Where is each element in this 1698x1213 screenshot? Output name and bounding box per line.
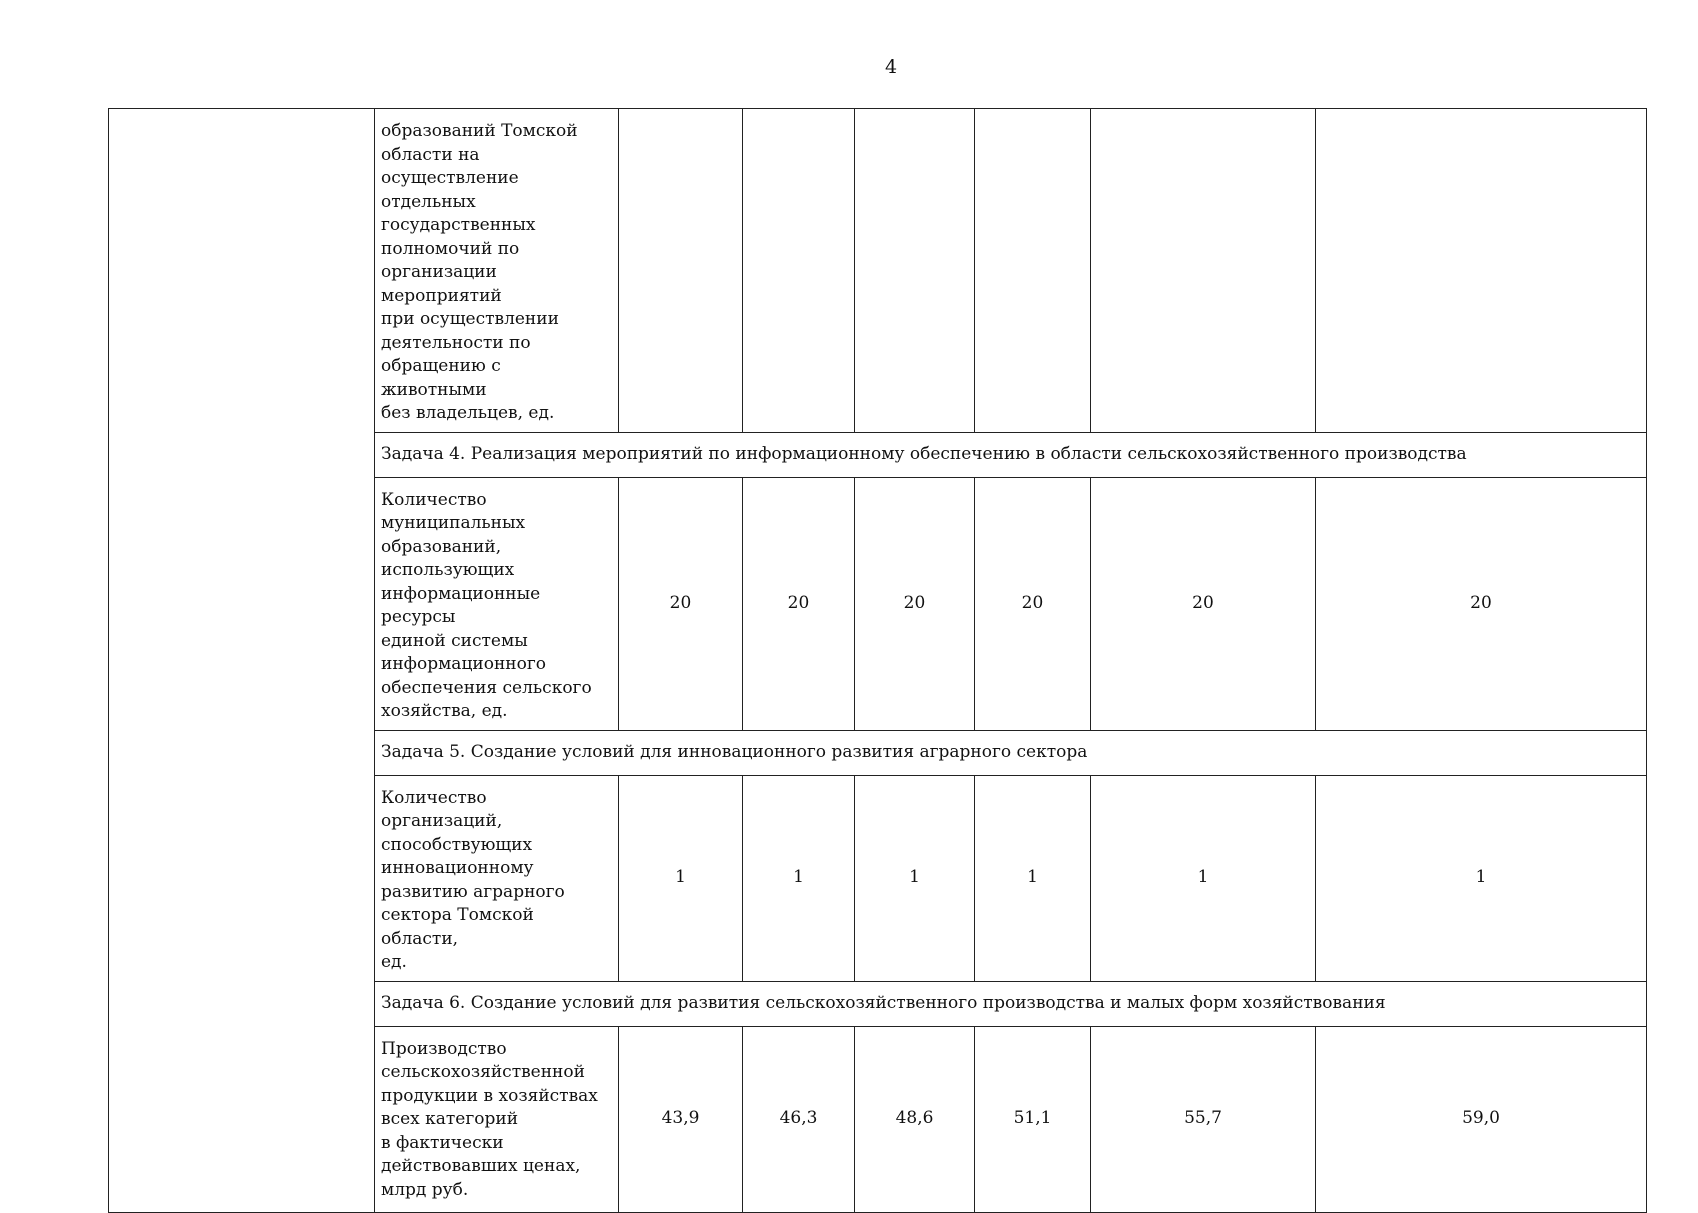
value-cell: 48,6 [855, 1026, 975, 1212]
indicator-cell: Производство сельскохозяйственной продукции в хозяйствах всех категорий в фактически действовавших ценах, млрд руб. [375, 1026, 619, 1212]
table-row [109, 109, 1647, 433]
value-cell: 20 [855, 477, 975, 730]
value-cell: 43,9 [619, 1026, 743, 1212]
value-cell: 20 [1091, 477, 1316, 730]
value-cell [855, 109, 975, 433]
indicator-cell: образований Томской области на осуществление отдельных государственных полномочий по организации мероприятий при осуществлении деятельности по обращению с животными без владельцев, ед. [375, 109, 619, 433]
value-cell: 55,7 [1091, 1026, 1316, 1212]
value-cell: 1 [1091, 775, 1316, 981]
value-cell: 20 [619, 477, 743, 730]
task-heading: Задача 6. Создание условий для развития сельскохозяйственного производства и малых форм хозяйствования [375, 981, 1647, 1026]
value-cell: 51,1 [975, 1026, 1091, 1212]
page-number: 4 [884, 56, 898, 78]
value-cell: 46,3 [743, 1026, 855, 1212]
value-cell [1091, 109, 1316, 433]
value-cell: 59,0 [1316, 1026, 1647, 1212]
value-cell [743, 109, 855, 433]
value-cell [975, 109, 1091, 433]
value-cell: 1 [1316, 775, 1647, 981]
indicator-cell: Количество муниципальных образований, использующих информационные ресурсы единой системы информационного обеспечения сельского хозяйства, ед. [375, 477, 619, 730]
indicators-table [108, 108, 1647, 1213]
value-cell: 1 [975, 775, 1091, 981]
task-heading: Задача 4. Реализация мероприятий по информационному обеспечению в области сельскохозяйственного производства [375, 432, 1647, 477]
value-cell [619, 109, 743, 433]
merged-blank-cell [109, 109, 375, 1213]
value-cell: 20 [975, 477, 1091, 730]
indicator-cell: Количество организаций, способствующих инновационному развитию аграрного сектора Томской области, ед. [375, 775, 619, 981]
value-cell: 1 [855, 775, 975, 981]
value-cell [1316, 109, 1647, 433]
value-cell: 20 [743, 477, 855, 730]
value-cell: 1 [619, 775, 743, 981]
value-cell: 20 [1316, 477, 1647, 730]
task-heading: Задача 5. Создание условий для инновационного развития аграрного сектора [375, 730, 1647, 775]
value-cell: 1 [743, 775, 855, 981]
